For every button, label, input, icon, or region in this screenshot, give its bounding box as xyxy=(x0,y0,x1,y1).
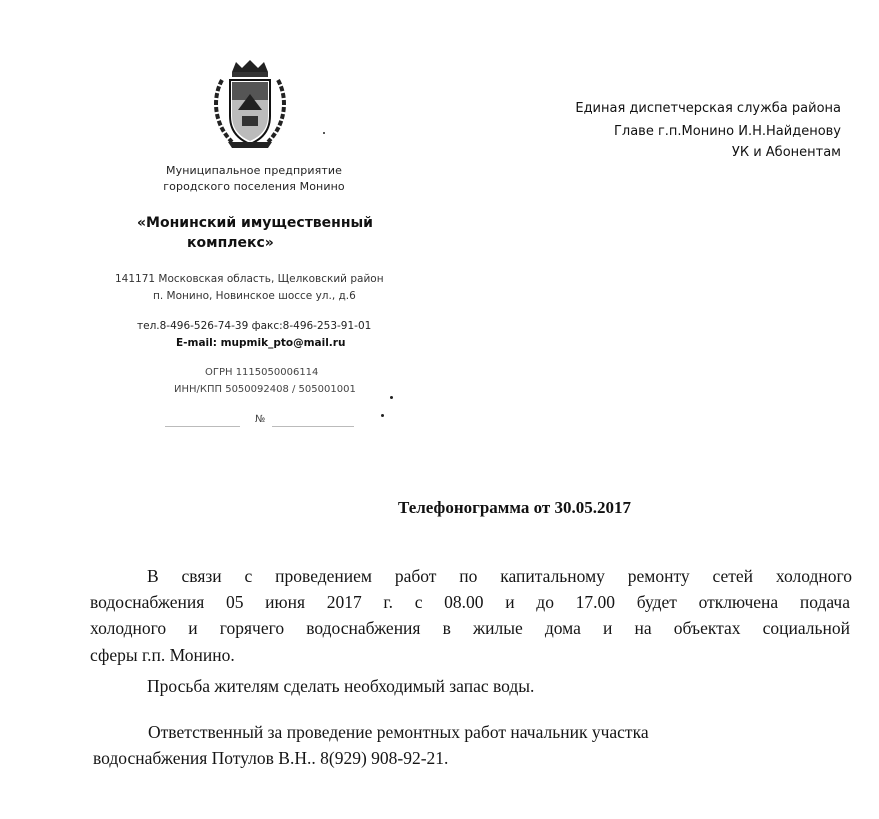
responsible-line-2: водоснабжения Потулов В.Н.. 8(929) 908-92-21. xyxy=(93,748,449,768)
body-request: Просьба жителям сделать необходимый запас воды. xyxy=(147,676,535,696)
phone-fax: тел.8-496-526-74-39 факс:8-496-253-91-01 xyxy=(137,320,372,332)
ogrn-number: ОГРН 1115050006114 xyxy=(205,367,319,378)
org-type-line2: городского поселения Монино xyxy=(163,180,345,193)
body-line-1: В связи с проведением работ по капитальному ремонту сетей холодного xyxy=(147,566,852,586)
body-line-2: водоснабжения 05 июня 2017 г. с 08.00 и до 17.00 будет отключена подача xyxy=(90,592,850,612)
inn-kpp-number: ИНН/КПП 5050092408 / 505001001 xyxy=(174,384,356,395)
scan-speck xyxy=(323,132,325,134)
number-blank-line xyxy=(272,426,354,427)
body-line-3: холодного и горячего водоснабжения в жилые дома и на объектах социальной xyxy=(90,618,850,638)
org-name-line2: комплекс» xyxy=(187,235,274,251)
responsible-line-1: Ответственный за проведение ремонтных работ начальник участка xyxy=(148,722,649,742)
address-line1: 141171 Московская область, Щелковский район xyxy=(115,273,384,285)
body-line-4: сферы г.п. Монино. xyxy=(90,645,235,665)
scan-speck xyxy=(381,414,384,417)
coat-of-arms-icon xyxy=(208,58,292,150)
recipient-line1: Единая диспетчерская служба района xyxy=(575,101,841,116)
org-name-line1: «Монинский имущественный xyxy=(137,215,373,231)
recipient-line3: УК и Абонентам xyxy=(731,145,841,160)
address-line2: п. Монино, Новинское шоссе ул., д.6 xyxy=(153,290,356,302)
number-sign: № xyxy=(255,414,266,425)
email-address: E-mail: mupmik_pto@mail.ru xyxy=(176,337,346,349)
recipient-line2: Главе г.п.Монино И.Н.Найденову xyxy=(613,124,841,139)
org-type-line1: Муниципальное предприятие xyxy=(166,164,342,177)
date-blank-line xyxy=(165,426,240,427)
scan-speck xyxy=(390,396,393,399)
document-title: Телефонограмма от 30.05.2017 xyxy=(398,498,631,517)
